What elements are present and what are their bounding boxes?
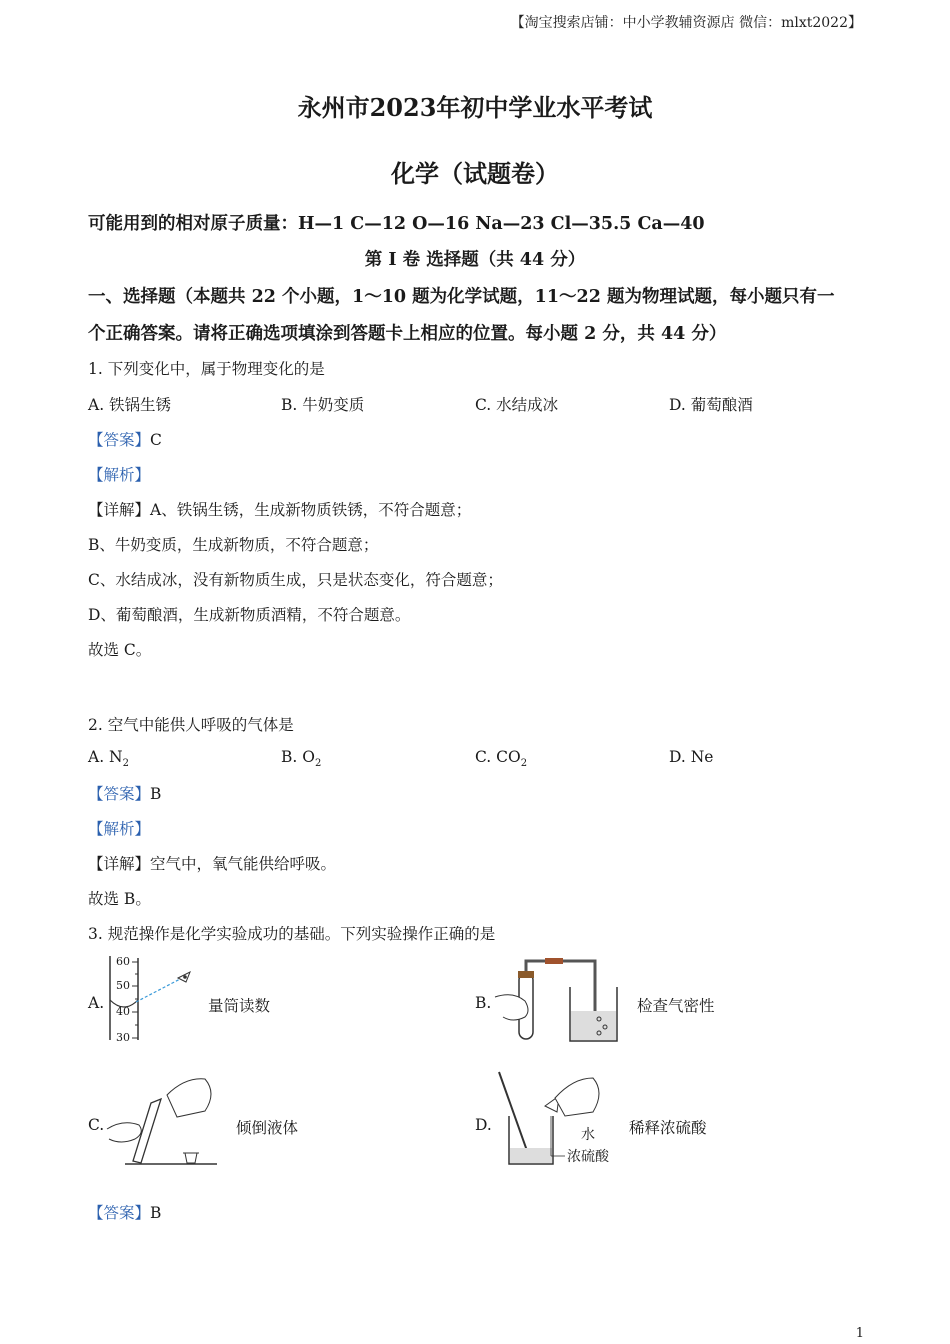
- acid-label: 浓硫酸: [567, 1149, 609, 1165]
- q1-option-a: A. 铁锅生锈: [88, 396, 172, 414]
- detail-tag: 【详解】: [88, 501, 151, 519]
- q3-option-b-label: 检查气密性: [637, 997, 715, 1015]
- page-number: 1: [855, 1326, 864, 1341]
- q3-option-c-letter: C.: [88, 1116, 105, 1134]
- answer-tag: 【答案】: [88, 785, 151, 803]
- q1-answer: [88, 428, 162, 450]
- q2-answer: [88, 782, 161, 804]
- answer-tag: 【答案】: [88, 431, 151, 449]
- q2-option-c-sub: 2: [520, 758, 528, 770]
- q1-detail-line4: D、葡萄酿酒，生成新物质酒精，不符合题意。: [88, 606, 411, 624]
- store-header: 【淘宝搜索店铺：中小学教辅资源店 微信：mlxt2022】: [510, 15, 862, 31]
- section-instructions-line1: 一、选择题（本题共 22 个小题，1～10 题为化学试题，11～22 题为物理试题，每小题只有一: [88, 287, 835, 307]
- q3-option-d-letter: D.: [475, 1116, 492, 1134]
- q3-option-c-label: 倾倒液体: [236, 1119, 299, 1137]
- section-instructions-line2: 个正确答案。请将正确选项填涂到答题卡上相应的位置。每小题 2 分，共 44 分）: [88, 324, 727, 344]
- q2-option-b-text: B. O: [281, 748, 315, 766]
- q1-stem: 1. 下列变化中，属于物理变化的是: [88, 360, 325, 378]
- q2-option-a-text: A. N: [88, 748, 123, 766]
- atomic-masses: 可能用到的相对原子质量：H—1 C—12 O—16 Na—23 Cl—35.5 Ca—40: [88, 214, 705, 234]
- volume-title: 第 Ⅰ 卷 选择题（共 44 分）: [364, 250, 586, 270]
- q2-option-d: [669, 748, 713, 766]
- detail-tag: 【详解】: [88, 855, 151, 873]
- q1-detail-line1: [88, 498, 471, 520]
- pouring-liquid-figure: [105, 1063, 225, 1168]
- detail-text: 空气中，氧气能供给呼吸。: [150, 855, 337, 873]
- q2-option-c: [475, 748, 527, 769]
- airtightness-check-figure: [495, 955, 630, 1045]
- detail-text: A、铁锅生锈，生成新物质铁锈，不符合题意；: [150, 501, 472, 519]
- q3-option-a-label: 量筒读数: [208, 997, 271, 1015]
- q2-option-b-sub: 2: [314, 758, 322, 770]
- answer-value: B: [150, 1204, 162, 1222]
- q3-option-a-letter: A.: [88, 994, 105, 1012]
- q1-detail-line3: C、水结成冰，没有新物质生成，只是状态变化，符合题意；: [88, 571, 503, 589]
- q1-detail-line2: B、牛奶变质，生成新物质，不符合题意；: [88, 536, 379, 554]
- q1-option-c: C. 水结成冰: [475, 396, 559, 414]
- q2-option-d-text: D. Ne: [669, 748, 714, 766]
- q2-option-a: [88, 748, 129, 769]
- exam-title: 永州市2023年初中学业水平考试: [297, 93, 653, 122]
- q1-conclusion: 故选 C。: [88, 641, 152, 659]
- q2-stem: 2. 空气中能供人呼吸的气体是: [88, 716, 294, 734]
- q3-stem: 3. 规范操作是化学实验成功的基础。下列实验操作正确的是: [88, 925, 496, 943]
- q3-option-b-letter: B.: [475, 994, 492, 1012]
- water-label: 水: [581, 1127, 595, 1143]
- q1-analysis-tag: 【解析】: [88, 466, 151, 484]
- q1-option-d: D. 葡萄酿酒: [669, 396, 753, 414]
- q2-analysis-tag: 【解析】: [88, 820, 151, 838]
- q2-option-c-text: C. CO: [475, 748, 521, 766]
- q3-answer: [88, 1201, 161, 1223]
- q3-option-d-label: 稀释浓硫酸: [629, 1119, 707, 1137]
- q2-option-a-sub: 2: [122, 758, 129, 770]
- q2-conclusion: 故选 B。: [88, 890, 151, 908]
- exam-subtitle: 化学（试题卷）: [391, 159, 559, 188]
- graduated-cylinder-figure: [100, 952, 200, 1047]
- tick-30: 30: [116, 1031, 130, 1044]
- answer-tag: 【答案】: [88, 1204, 151, 1222]
- tick-50: 50: [116, 979, 130, 992]
- q1-option-b: B. 牛奶变质: [281, 396, 365, 414]
- tick-40: 40: [116, 1005, 130, 1018]
- answer-value: C: [150, 431, 162, 449]
- answer-value: B: [150, 785, 162, 803]
- tick-60: 60: [116, 955, 130, 968]
- q2-option-b: [281, 748, 321, 769]
- q2-detail: [88, 852, 336, 874]
